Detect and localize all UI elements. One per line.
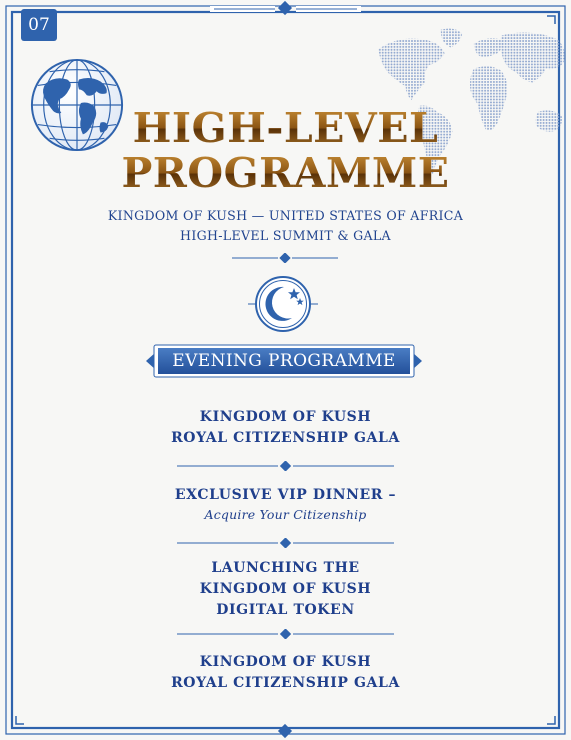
- title-line-2: PROGRAMME: [0, 153, 571, 194]
- item-line: KINGDOM OF KUSH: [199, 409, 372, 425]
- item-line: EXCLUSIVE VIP DINNER –: [174, 487, 397, 503]
- item-line: ROYAL CITIZENSHIP GALA: [171, 430, 400, 446]
- section-title: EVENING PROGRAMME: [172, 351, 396, 371]
- subtitle-line-2: HIGH-LEVEL SUMMIT & GALA: [180, 228, 391, 243]
- divider-3: [177, 629, 394, 639]
- subtitle-line-1: KINGDOM OF KUSH — UNITED STATES OF AFRICA: [107, 208, 464, 223]
- item-tagline: Acquire Your Citizenship: [204, 507, 367, 522]
- programme-item-4: [0, 652, 571, 694]
- programme-item-1: [0, 407, 571, 449]
- page-number: 07: [28, 15, 50, 35]
- divider-2: [177, 538, 394, 548]
- item-line: KINGDOM OF KUSH: [199, 581, 372, 597]
- programme-item-2: [0, 485, 571, 524]
- crescent-moon-stars-icon: [248, 272, 318, 336]
- item-line: KINGDOM OF KUSH: [199, 654, 372, 670]
- divider-1: [177, 461, 394, 471]
- divider-header: [232, 253, 338, 263]
- page-number-badge: [21, 9, 57, 41]
- programme-item-3: [0, 558, 571, 621]
- item-line: DIGITAL TOKEN: [216, 602, 355, 618]
- item-line: ROYAL CITIZENSHIP GALA: [171, 675, 400, 691]
- title-line-1: HIGH-LEVEL: [0, 108, 571, 149]
- item-line: LAUNCHING THE: [211, 560, 360, 576]
